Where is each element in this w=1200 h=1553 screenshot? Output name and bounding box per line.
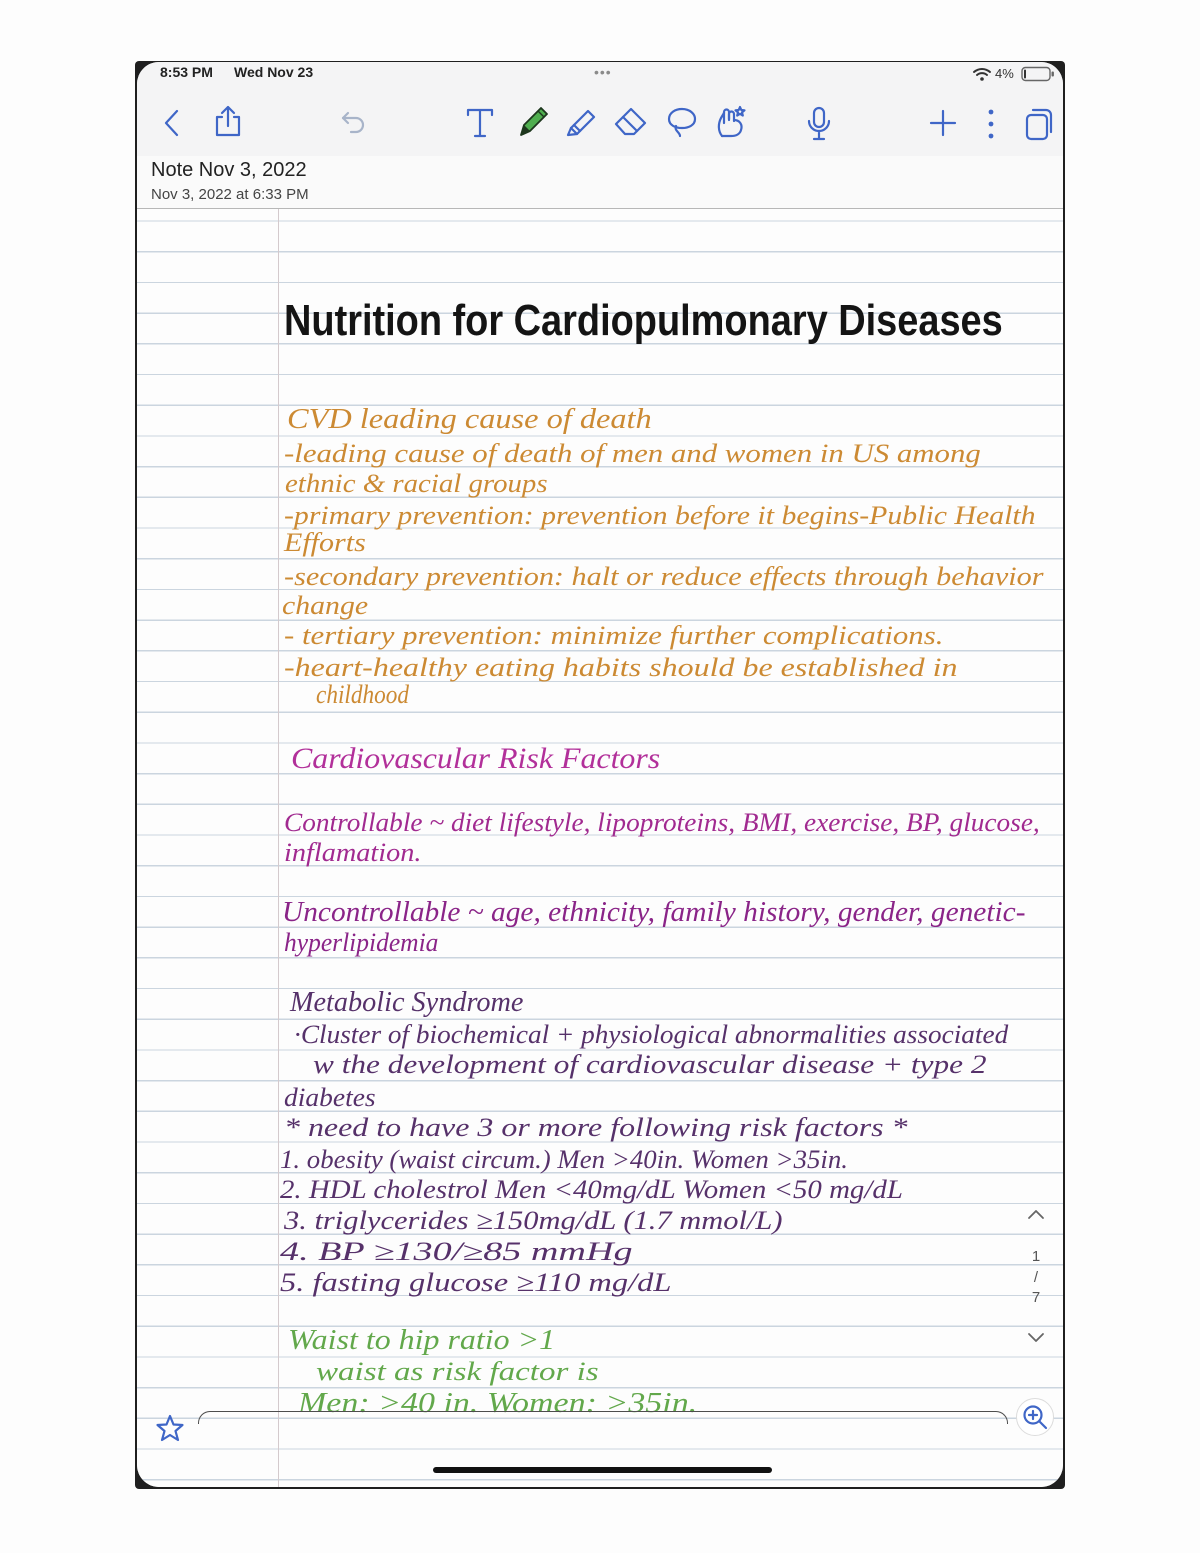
metabolic-line: w the development of cardiovascular disease + type 2 (313, 1050, 987, 1079)
zoom-in-icon (1020, 1402, 1050, 1432)
highlighter-icon[interactable] (563, 104, 599, 140)
status-date: Wed Nov 23 (234, 64, 314, 80)
pen-icon[interactable] (515, 104, 551, 140)
elements-icon[interactable] (713, 104, 749, 140)
status-time: 8:53 PM (160, 64, 213, 80)
controllable-line: Controllable ~ diet lifestyle, lipoproteins, BMI, exercise, BP, glucose, (284, 808, 1040, 837)
cvd-line: -leading cause of death of men and women in US among (284, 439, 981, 468)
total-pages-number: 7 (1031, 1289, 1041, 1306)
metabolic-line: diabetes (284, 1083, 376, 1112)
criteria-line: 5. fasting glucose ≥110 mg/dL (280, 1268, 672, 1297)
star-icon[interactable] (156, 1414, 184, 1442)
metabolic-syndrome-heading: Metabolic Syndrome (290, 987, 524, 1018)
current-page-number: 1 (1031, 1248, 1041, 1265)
cvd-line: -heart-healthy eating habits should be established in (284, 653, 958, 682)
criteria-line: 4. BP ≥130/≥85 mmHg (280, 1237, 633, 1266)
cvd-line: ethnic & racial groups (285, 469, 548, 498)
cvd-line: -secondary prevention: halt or reduce effects through behavior (284, 562, 1044, 591)
cvd-line: -primary prevention: prevention before it begins-Public Health (284, 501, 1036, 530)
uncontrollable-line: hyperlipidemia (284, 928, 439, 957)
page-margin-line (278, 209, 279, 1487)
eraser-icon[interactable] (613, 104, 649, 140)
controllable-line: inflamation. (284, 838, 422, 867)
note-title[interactable]: Note Nov 3, 2022 (151, 159, 307, 181)
microphone-icon[interactable] (806, 106, 832, 142)
zoom-window-frame[interactable] (198, 1411, 1008, 1424)
share-icon[interactable] (212, 104, 244, 138)
page-separator: / (1033, 1269, 1039, 1286)
note-timestamp: Nov 3, 2022 at 6:33 PM (151, 186, 309, 203)
criteria-line: 3. triglycerides ≥150mg/dL (1.7 mmol/L) (284, 1206, 783, 1235)
risk-factors-heading: Cardiovascular Risk Factors (291, 742, 661, 775)
metabolic-line: ·Cluster of biochemical + physiological abnormalities associated (294, 1020, 1009, 1049)
pages-icon[interactable] (1024, 108, 1054, 142)
battery-percent: 4% (995, 66, 1014, 81)
handwritten-title: Nutrition for Cardiopulmonary Diseases (284, 296, 1003, 345)
plus-icon[interactable] (928, 108, 958, 138)
text-tool-icon[interactable] (464, 106, 496, 140)
cvd-line: Efforts (284, 528, 366, 557)
lasso-icon[interactable] (663, 104, 699, 140)
multitask-dots[interactable]: ••• (594, 64, 612, 80)
criteria-line: 1. obesity (waist circum.) Men >40in. Women >35in. (280, 1145, 848, 1174)
battery-icon (1021, 66, 1055, 82)
cvd-heading: CVD leading cause of death (287, 404, 652, 435)
metabolic-line: * need to have 3 or more following risk factors * (284, 1113, 908, 1142)
criteria-line: 2. HDL cholestrol Men <40mg/dL Women <50 mg/dL (280, 1175, 903, 1204)
page-up-chevron-icon[interactable] (1026, 1207, 1046, 1221)
waist-line: Men: >40 in. Women: >35in. (298, 1388, 698, 1419)
home-indicator (433, 1467, 772, 1473)
cvd-line: childhood (316, 680, 409, 709)
wifi-icon (973, 67, 991, 81)
more-vertical-icon[interactable] (984, 108, 998, 140)
waist-line: Waist to hip ratio >1 (288, 1325, 556, 1356)
chevron-left-icon[interactable] (162, 108, 182, 138)
page-down-chevron-icon[interactable] (1026, 1331, 1046, 1345)
cvd-line: change (282, 591, 369, 620)
waist-line: waist as risk factor is (316, 1357, 599, 1386)
uncontrollable-line: Uncontrollable ~ age, ethnicity, family history, gender, genetic- (282, 897, 1026, 928)
zoom-button[interactable] (1016, 1398, 1054, 1436)
undo-icon[interactable] (340, 108, 368, 136)
cvd-line: - tertiary prevention: minimize further complications. (284, 621, 944, 650)
